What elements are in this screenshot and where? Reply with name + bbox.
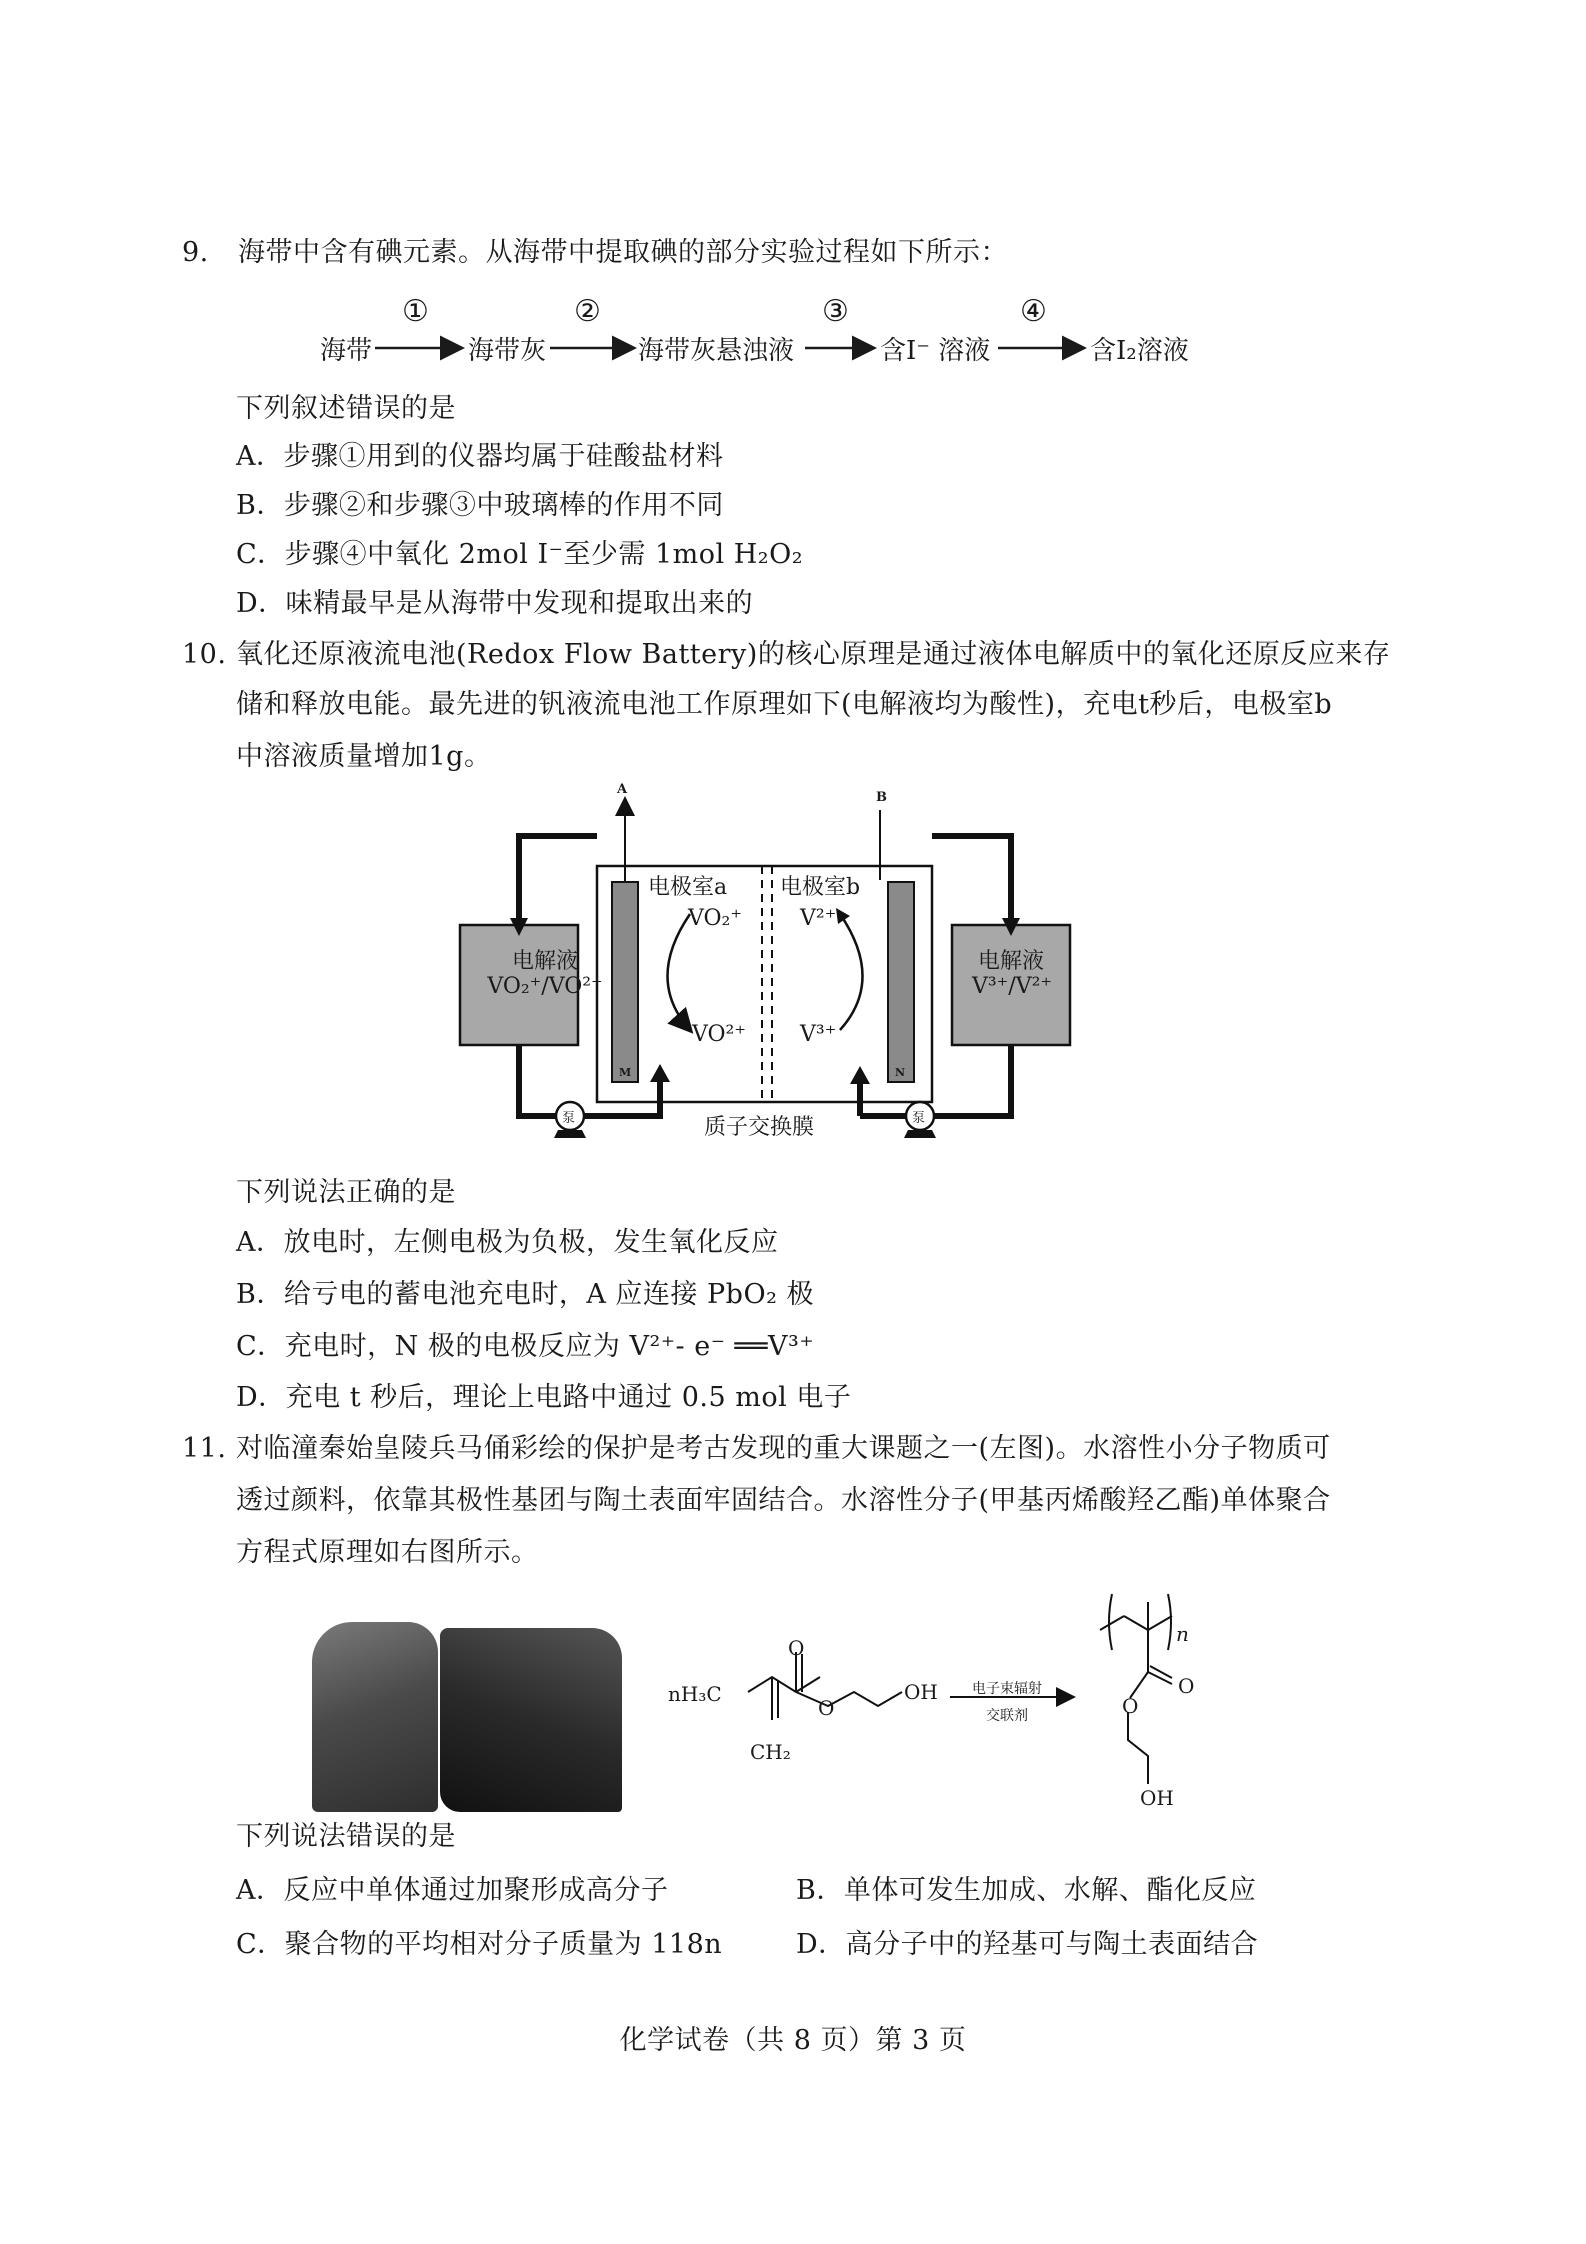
q9-prompt: 下列叙述错误的是	[236, 393, 456, 424]
left-electrolyte-title: 电解液	[511, 949, 578, 974]
polymer-oh: OH	[1140, 1786, 1174, 1810]
terminal-b-label: B	[876, 790, 887, 805]
page-footer: 化学试卷（共 8 页）第 3 页	[619, 2025, 967, 2056]
terminal-a-label: A	[617, 782, 628, 797]
q9-node-iodide: 含I⁻ 溶液	[880, 336, 991, 366]
q10-option-a: A．放电时，左侧电极为负极，发生氧化反应	[236, 1227, 779, 1258]
q10-option-c: C．充电时，N 极的电极反应为 V²⁺- e⁻ ══V³⁺	[236, 1331, 815, 1362]
left-pump-label: 泵	[562, 1111, 576, 1126]
q11-stem-line-3: 方程式原理如右图所示。	[236, 1537, 539, 1568]
q11-stem-line-1: 对临潼秦始皇陵兵马俑彩绘的保护是考古发现的重大课题之一(左图)。水溶性小分子物质可	[236, 1433, 1331, 1464]
polymer-side-chain	[1128, 1712, 1148, 1784]
q9-number: 9.	[182, 237, 209, 268]
right-electrolyte-title: 电解液	[977, 949, 1044, 974]
q11-prompt: 下列说法错误的是	[236, 1821, 456, 1852]
q9-option-c: C．步骤④中氧化 2mol I⁻至少需 1mol H₂O₂	[236, 539, 804, 570]
q9-option-a: A．步骤①用到的仪器均属于硅酸盐材料	[236, 441, 724, 472]
left-bottom-ion: VO²⁺	[692, 1022, 746, 1047]
q11-option-a: A．反应中单体通过加聚形成高分子	[236, 1875, 669, 1906]
q11-option-c: C．聚合物的平均相对分子质量为 118n	[236, 1929, 723, 1960]
right-electrolyte-species: V³⁺/V²⁺	[971, 974, 1053, 999]
painted-fragment-photo	[440, 1628, 622, 1812]
cell-box	[597, 866, 932, 1102]
polymer-carbonyl-o: O	[1178, 1674, 1195, 1698]
chamber-a-label: 电极室a	[648, 875, 728, 900]
q9-stem: 海带中含有碘元素。从海带中提取碘的部分实验过程如下所示：	[238, 237, 1008, 268]
left-top-ion: VO₂⁺	[688, 906, 742, 931]
monomer-oh: OH	[904, 1680, 938, 1704]
left-electrolyte-species: VO₂⁺/VO²⁺	[487, 974, 603, 999]
membrane-label: 质子交换膜	[704, 1115, 815, 1140]
monomer-ester-o: O	[818, 1696, 835, 1720]
electrode-m-label: M	[619, 1066, 632, 1079]
condition-top: 电子束辐射	[972, 1681, 1042, 1697]
q9-node-haidai: 海带	[320, 336, 373, 366]
q11-number: 11.	[182, 1433, 227, 1464]
q10-option-b: B．给亏电的蓄电池充电时，A 应连接 PbO₂ 极	[236, 1279, 814, 1310]
q9-step-2: ②	[574, 294, 601, 329]
q11-option-b: B．单体可发生加成、水解、酯化反应	[796, 1875, 1257, 1906]
monomer-ch2: CH₂	[750, 1740, 791, 1764]
q9-node-ash: 海带灰	[468, 336, 547, 366]
polymer-n: n	[1176, 1622, 1189, 1646]
bracket-right	[1168, 1594, 1171, 1650]
q10-stem-line-3: 中溶液质量增加1g。	[236, 741, 492, 772]
q11-stem-line-2: 透过颜料，依靠其极性基团与陶土表面牢固结合。水溶性分子(甲基丙烯酸羟乙酯)单体聚合	[236, 1485, 1331, 1516]
q9-option-b: B．步骤②和步骤③中玻璃棒的作用不同	[236, 490, 724, 521]
right-top-ion: V²⁺	[800, 906, 837, 931]
q9-node-iodine: 含I₂溶液	[1090, 336, 1189, 366]
q10-prompt: 下列说法正确的是	[236, 1177, 456, 1208]
electrode-n-label: N	[895, 1066, 906, 1079]
q9-step-4: ④	[1020, 294, 1047, 329]
left-pipe-top	[519, 836, 597, 925]
right-bottom-ion: V³⁺	[800, 1022, 837, 1047]
q10-option-d: D．充电 t 秒后，理论上电路中通过 0.5 mol 电子	[236, 1382, 852, 1413]
right-pump-label: 泵	[912, 1111, 926, 1126]
condition-bottom: 交联剂	[986, 1708, 1028, 1724]
q10-number: 10.	[182, 639, 227, 670]
monomer-chain	[796, 1692, 902, 1706]
q10-stem-line-1: 氧化还原液流电池(Redox Flow Battery)的核心原理是通过液体电解质中的氧化还原反应来存	[236, 639, 1391, 670]
q9-option-d: D．味精最早是从海带中发现和提取出来的	[236, 588, 754, 619]
q11-option-d: D．高分子中的羟基可与陶土表面结合	[796, 1929, 1259, 1960]
q9-step-3: ③	[822, 294, 849, 329]
monomer-carbonyl-o: O	[788, 1636, 805, 1660]
q9-node-suspension: 海带灰悬浊液	[638, 336, 795, 366]
q9-step-1: ①	[402, 294, 429, 329]
q9-flow-arrows	[0, 0, 1586, 400]
q10-stem-line-2: 储和释放电能。最先进的钒液流电池工作原理如下(电解液均为酸性)，充电t秒后，电极室b	[236, 689, 1333, 720]
right-pipe-top	[932, 836, 1011, 925]
terracotta-warrior-photo	[312, 1622, 438, 1812]
electrode-n	[888, 882, 914, 1082]
polymer-ester-o: O	[1122, 1694, 1139, 1718]
bracket-left	[1109, 1594, 1112, 1650]
chamber-b-label: 电极室b	[780, 875, 861, 900]
monomer-prefix: nH₃C	[668, 1682, 722, 1706]
polymer-backbone	[1100, 1616, 1124, 1630]
